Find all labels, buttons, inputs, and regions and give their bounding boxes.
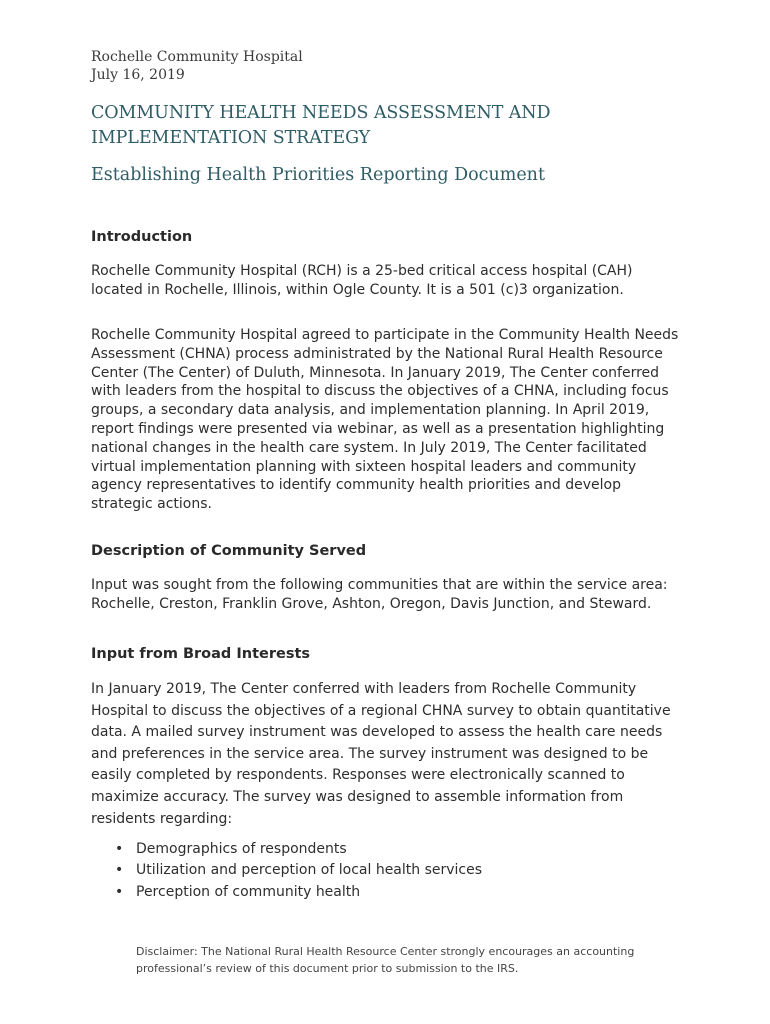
header-hospital-name: Rochelle Community Hospital xyxy=(91,49,303,65)
introduction-paragraph-2: Rochelle Community Hospital agreed to participate in the Community Health Needs Assessment (CHNA) process administrated by the National Rural Health Resource Center (The Center) of Duluth, Minnesota. In January 2019, The Center conferred with leaders from the hospital to discuss the objectives of a CHNA, including focus groups, a secondary data analysis, and implementation planning. In April 2019, report findings were presented via webinar, as well as a presentation highlighting national changes in the health care system. In July 2019, The Center facilitated virtual implementation planning with sixteen hospital leaders and community agency representatives to identify community health priorities and develop strategic actions. xyxy=(91,327,679,513)
footer-disclaimer: Disclaimer: The National Rural Health Resource Center strongly encourages an accounting professional’s review of this document prior to submission to the IRS. xyxy=(136,945,635,975)
list-item xyxy=(91,882,482,903)
survey-topics-list xyxy=(91,839,482,903)
bullet-icon: • xyxy=(115,862,124,879)
document-title: COMMUNITY HEALTH NEEDS ASSESSMENT AND IMPLEMENTATION STRATEGY xyxy=(91,103,551,148)
bullet-icon: • xyxy=(115,883,124,900)
community-heading: Description of Community Served xyxy=(91,543,367,559)
list-item-text: Demographics of respondents xyxy=(136,841,347,857)
community-paragraph: Input was sought from the following communities that are within the service area: Rochelle, Creston, Franklin Grove, Ashton, Oregon, Davis Junction, and Steward. xyxy=(91,577,668,612)
input-heading: Input from Broad Interests xyxy=(91,646,311,662)
list-item-text: Perception of community health xyxy=(136,883,361,900)
introduction-paragraph-1: Rochelle Community Hospital (RCH) is a 25-bed critical access hospital (CAH) located in Rochelle, Illinois, within Ogle County. It is a 501 (c)3 organization. xyxy=(91,263,633,298)
document-subtitle: Establishing Health Priorities Reporting Document xyxy=(91,165,545,185)
header-date: July 16, 2019 xyxy=(91,67,185,83)
list-item xyxy=(91,860,482,881)
list-item xyxy=(91,839,482,860)
input-paragraph: In January 2019, The Center conferred with leaders from Rochelle Community Hospital to discuss the objectives of a regional CHNA survey to obtain quantitative data. A mailed survey instrument was developed to assess the health care needs and preferences in the service area. The survey instrument was designed to be easily completed by respondents. Responses were electronically scanned to maximize accuracy. The survey was designed to assemble information from residents regarding: xyxy=(91,681,671,827)
bullet-icon: • xyxy=(115,841,124,857)
list-item-text: Utilization and perception of local health services xyxy=(136,862,483,879)
introduction-heading: Introduction xyxy=(91,229,193,245)
